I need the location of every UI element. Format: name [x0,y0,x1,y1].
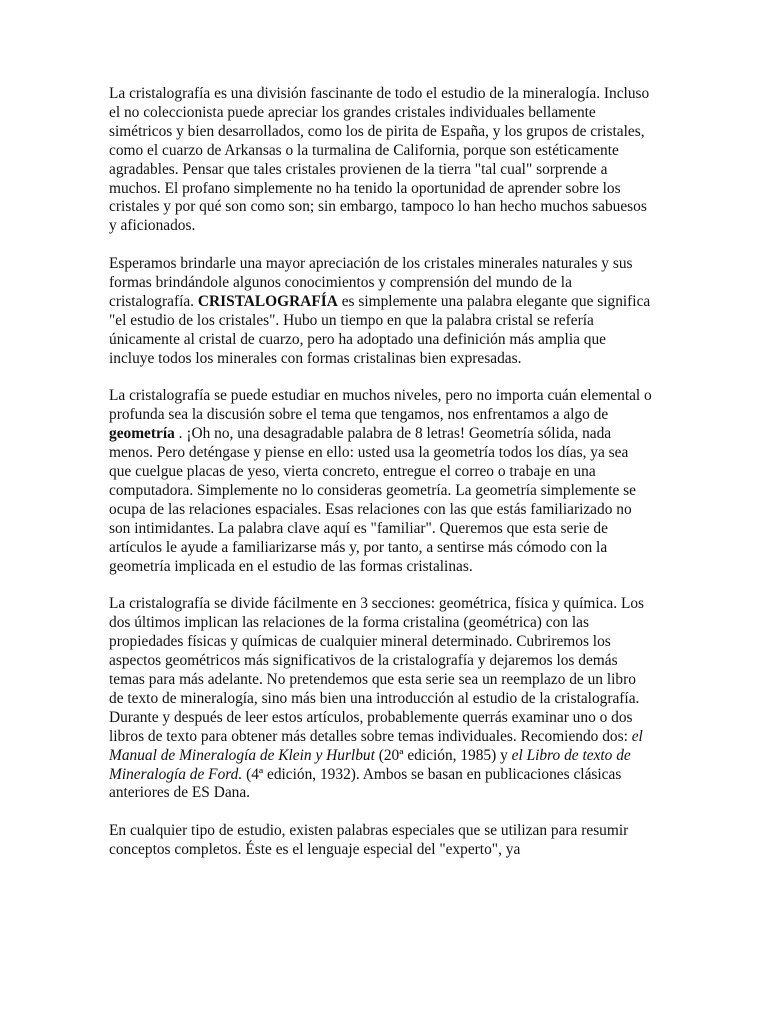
paragraph-terminology [109,822,654,860]
document-page [109,85,654,860]
book-title-klein-hurlbut: el Manual de Mineralogía de Klein y Hurlbut [109,727,643,764]
paragraph-sections-text-end: (4ª edición, 1932). Ambos se basan en publicaciones clásicas anteriores de ES Dana. [109,765,622,802]
paragraph-intro-text: La cristalografía es una división fascinante de todo el estudio de la mineralogía. Incluso el no coleccionista puede apreciar los grandes cristales individuales bellamente simétricos y bien desarrollados, como los de pirita de España, y los grupos de cristales, como el cuarzo de Arkansas o la turmalina de California, porque son estéticamente agradables. Pensar que tales cristales provienen de la tierra "tal cual" sorprende a muchos. El profano simplemente no ha tenido la oportunidad de aprender sobre los cristales y por qué son como son; sin embargo, tampoco lo han hecho muchos sabuesos y aficionados. [109,85,650,235]
paragraph-appreciation-text-end: es simplemente una palabra elegante que significa "el estudio de los cristales". Hubo un tiempo en que la palabra cristal se refería únicamente al cristal de cuarzo, pero ha adoptado una definición más amplia que incluye todos los minerales con formas cristalinas bien expresadas. [109,292,651,367]
term-cristalografia: CRISTALOGRAFÍA [197,292,338,310]
paragraph-geometry-text-end: . ¡Oh no, una desagradable palabra de 8 letras! Geometría sólida, nada menos. Pero deténgase y piense en ello: usted usa la geometría todos los días, ya sea que cuelgue placas de yeso, vierta concreto, entregue el correo o trabaje en una computadora. Simplemente no lo consideras geometría. La geometría simplemente se ocupa de las relaciones espaciales. Esas relaciones con las que estás familiarizado no son intimidantes. La palabra clave aquí es "familiar". Queremos que esta serie de artículos le ayude a familiarizarse más y, por tanto, a sentirse más cómodo con la geometría implicada en el estudio de las formas cristalinas. [109,425,636,575]
paragraph-terminology-text: En cualquier tipo de estudio, existen palabras especiales que se utilizan para resumir conceptos completos. Éste es el lenguaje especial del "experto", ya [109,822,629,859]
book-title-ford: el Libro de texto de Mineralogía de Ford. [109,746,631,783]
paragraph-sections-text-middle: (20ª edición, 1985) y [374,746,512,764]
paragraph-geometry [109,387,654,576]
paragraph-appreciation [109,255,654,368]
paragraph-sections-text-start: La cristalografía se divide fácilmente en 3 secciones: geométrica, física y química. Los dos últimos implican las relaciones de la forma cristalina (geométrica) con las propiedades físicas y químicas de cualquier mineral determinado. Cubriremos los aspectos geométricos más significativos de la cristalografía y dejaremos los demás temas para más adelante. No pretendemos que esta serie sea un reemplazo de un libro de texto de mineralogía, sino más bien una introducción al estudio de la cristalografía. Durante y después de leer estos artículos, probablemente querrás examinar uno o dos libros de texto para obtener más detalles sobre temas individuales. Recomiendo dos: [109,595,645,745]
paragraph-geometry-text-start: La cristalografía se puede estudiar en muchos niveles, pero no importa cuán elemental o profunda sea la discusión sobre el tema que tengamos, nos enfrentamos a algo de [109,387,652,424]
paragraph-sections [109,595,654,803]
term-geometria: geometría [109,425,175,443]
paragraph-intro [109,85,654,236]
paragraph-appreciation-text-start: Esperamos brindarle una mayor apreciación de los cristales minerales naturales y sus formas brindándole algunos conocimientos y comprensión del mundo de la cristalografía. [109,255,633,310]
